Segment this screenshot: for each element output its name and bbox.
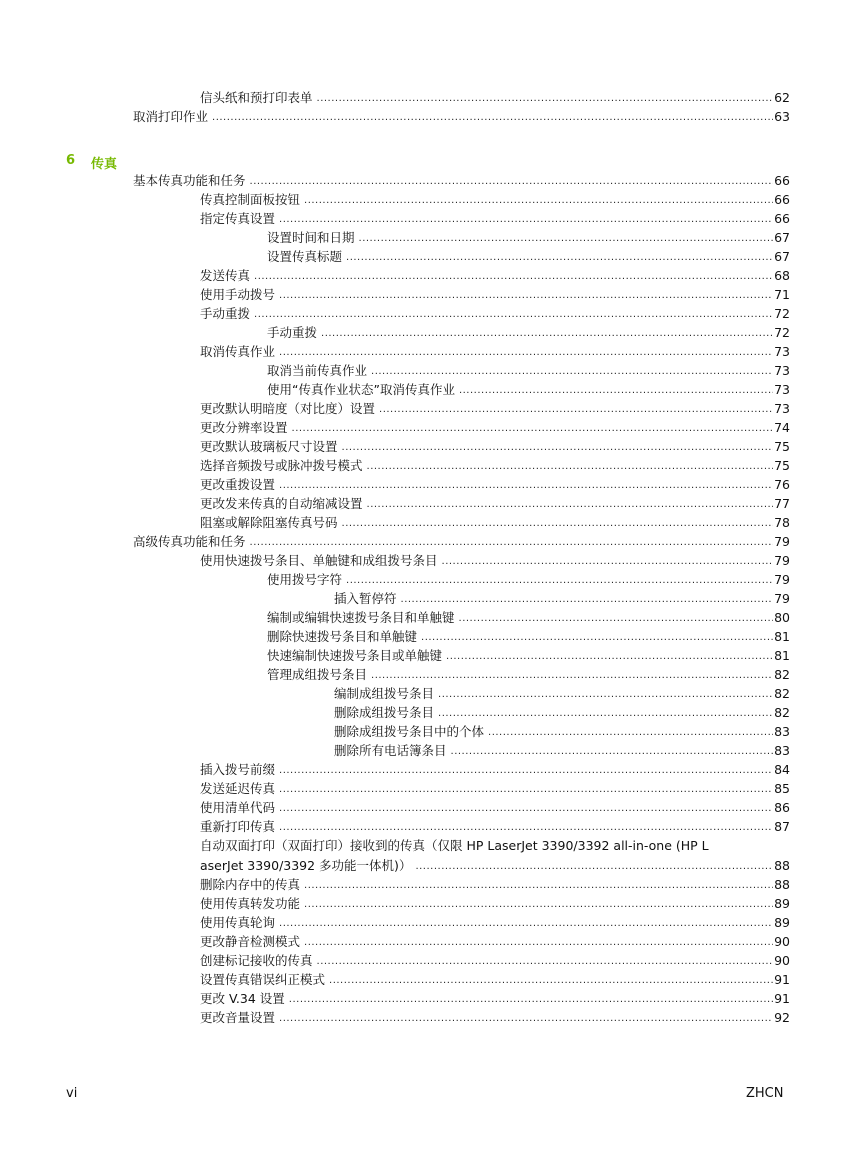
- toc-entry[interactable]: [200, 912, 790, 931]
- dot-leader: [367, 460, 774, 474]
- toc-entry[interactable]: [200, 303, 790, 322]
- toc-entry-page: 84: [774, 762, 790, 777]
- toc-entry[interactable]: [267, 360, 790, 379]
- toc-entry-title: 使用传真转发功能: [200, 896, 301, 911]
- toc-entry-page: 72: [774, 306, 790, 321]
- toc-entry[interactable]: [200, 398, 790, 417]
- dot-leader: [254, 270, 773, 284]
- toc-entry-title: 删除内存中的传真: [200, 877, 301, 892]
- toc-entry[interactable]: [334, 740, 790, 759]
- toc-entry-title: 创建标记接收的传真: [200, 953, 313, 968]
- toc-entry[interactable]: [200, 436, 790, 455]
- toc-entry-title: 快速编制快速拨号条目或单触键: [267, 648, 443, 663]
- toc-entry-title: 指定传真设置: [200, 211, 276, 226]
- toc-entry-page: 82: [774, 705, 790, 720]
- toc-entry-title: 重新打印传真: [200, 819, 276, 834]
- toc-entry-title: 取消传真作业: [200, 344, 276, 359]
- toc-entry-page: 91: [774, 991, 790, 1006]
- dot-leader: [254, 308, 773, 322]
- dot-leader: [488, 726, 773, 740]
- chapter-number: 6: [66, 153, 76, 168]
- toc-entry-page: 81: [774, 629, 790, 644]
- toc-entry-title: 删除成组拨号条目中的个体: [334, 724, 485, 739]
- toc-entry-title: 选择音频拨号或脉冲拨号模式: [200, 458, 363, 473]
- toc-entry-page: 87: [774, 819, 790, 834]
- toc-entry[interactable]: [200, 759, 790, 778]
- toc-entry[interactable]: [200, 874, 790, 893]
- toc-entry[interactable]: [267, 645, 790, 664]
- toc-entry[interactable]: [200, 1007, 790, 1026]
- toc-entry[interactable]: [200, 931, 790, 950]
- toc-entry-page: 66: [774, 192, 790, 207]
- dot-leader: [459, 612, 774, 626]
- chapter-title: 传真: [91, 157, 118, 172]
- toc-entry[interactable]: [200, 493, 790, 512]
- toc-entry-page: 82: [774, 667, 790, 682]
- toc-entry[interactable]: [267, 246, 790, 265]
- dot-leader: [359, 232, 774, 246]
- dot-leader: [415, 860, 773, 874]
- toc-entry-page: 78: [774, 515, 790, 530]
- dot-leader: [304, 194, 773, 208]
- dot-leader: [279, 1012, 773, 1026]
- toc-entry[interactable]: [200, 816, 790, 835]
- dot-leader: [279, 917, 773, 931]
- toc-entry-page: 86: [774, 800, 790, 815]
- footer-locale: ZHCN: [746, 1086, 784, 1101]
- dot-leader: [279, 289, 773, 303]
- dot-leader: [446, 650, 773, 664]
- dot-leader: [451, 745, 774, 759]
- toc-entry-page: 81: [774, 648, 790, 663]
- toc-entry[interactable]: [200, 969, 790, 988]
- toc-entry[interactable]: [267, 607, 790, 626]
- toc-entry-page: 72: [774, 325, 790, 340]
- toc-entry-title: 更改默认玻璃板尺寸设置: [200, 439, 338, 454]
- toc-entry-page: 88: [774, 877, 790, 892]
- toc-entry-title-line2: aserJet 3390/3392 多功能一体机)）: [200, 858, 412, 873]
- toc-entry[interactable]: [267, 322, 790, 341]
- toc-entry[interactable]: [334, 683, 790, 702]
- toc-entry-title: 编制或编辑快速拨号条目和单触键: [267, 610, 455, 625]
- toc-entry[interactable]: [200, 284, 790, 303]
- toc-entry[interactable]: [267, 227, 790, 246]
- dot-leader: [371, 669, 773, 683]
- toc-entry-page: 63: [774, 109, 790, 124]
- toc-entry-title: 使用快速拨号条目、单触键和成组拨号条目: [200, 553, 438, 568]
- toc-entry-page: 90: [774, 934, 790, 949]
- dot-leader: [289, 993, 773, 1007]
- toc-entry-page: 68: [774, 268, 790, 283]
- toc-entry[interactable]: [200, 893, 790, 912]
- toc-entry[interactable]: [200, 208, 790, 227]
- dot-leader: [421, 631, 773, 645]
- dot-leader: [367, 498, 774, 512]
- dot-leader: [371, 365, 773, 379]
- toc-entry-page: 89: [774, 896, 790, 911]
- toc-entry[interactable]: [200, 265, 790, 284]
- dot-leader: [346, 574, 773, 588]
- toc-entry-page: 74: [774, 420, 790, 435]
- dot-leader: [279, 783, 773, 797]
- toc-entry-title: 使用手动拨号: [200, 287, 276, 302]
- toc-entry-page: 88: [774, 858, 790, 873]
- toc-entry[interactable]: [133, 531, 790, 550]
- toc-entry[interactable]: [200, 797, 790, 816]
- toc-entry-page: 91: [774, 972, 790, 987]
- dot-leader: [401, 593, 774, 607]
- toc-entry-page: 71: [774, 287, 790, 302]
- dot-leader: [442, 555, 774, 569]
- toc-entry-title: 编制成组拨号条目: [334, 686, 435, 701]
- toc-entry[interactable]: [267, 569, 790, 588]
- dot-leader: [304, 879, 773, 893]
- toc-entry-page: 80: [774, 610, 790, 625]
- toc-entry-page: 92: [774, 1010, 790, 1025]
- dot-leader: [321, 327, 773, 341]
- toc-entry-page: 79: [774, 553, 790, 568]
- footer-page-number: vi: [66, 1086, 78, 1101]
- toc-entry-title: 阻塞或解除阻塞传真号码: [200, 515, 338, 530]
- toc-entry-title: 设置时间和日期: [267, 230, 355, 245]
- toc-entry[interactable]: [200, 778, 790, 797]
- toc-entry-title: 信头纸和预打印表单: [200, 90, 313, 105]
- dot-leader: [250, 536, 774, 550]
- toc-entry-title: 取消当前传真作业: [267, 363, 368, 378]
- toc-entry-page: 79: [774, 534, 790, 549]
- toc-entry-page: 67: [774, 230, 790, 245]
- toc-entry-page: 83: [774, 724, 790, 739]
- toc-entry[interactable]: [267, 664, 790, 683]
- dot-leader: [279, 821, 773, 835]
- dot-leader: [279, 764, 773, 778]
- toc-entry[interactable]: [200, 474, 790, 493]
- toc-entry-title: 更改 V.34 设置: [200, 991, 285, 1006]
- dot-leader: [342, 517, 774, 531]
- dot-leader: [279, 213, 773, 227]
- toc-entry-title: 设置传真标题: [267, 249, 343, 264]
- toc-entry-title: 更改默认明暗度（对比度）设置: [200, 401, 376, 416]
- dot-leader: [304, 898, 773, 912]
- toc-entry[interactable]: [200, 550, 790, 569]
- toc-entry-page: 77: [774, 496, 790, 511]
- toc-entry-title: 发送延迟传真: [200, 781, 276, 796]
- toc-entry[interactable]: [200, 87, 790, 106]
- dot-leader: [346, 251, 773, 265]
- toc-entry-page: 82: [774, 686, 790, 701]
- toc-entry-page: 66: [774, 211, 790, 226]
- toc-entry-title: 使用清单代码: [200, 800, 276, 815]
- toc-entry-page: 79: [774, 591, 790, 606]
- toc-entry-title: 发送传真: [200, 268, 251, 283]
- toc-entry-page: 90: [774, 953, 790, 968]
- toc-entry-page: 73: [774, 344, 790, 359]
- toc-entry-title: 更改重拨设置: [200, 477, 276, 492]
- toc-entry-page: 79: [774, 572, 790, 587]
- toc-entry-page: 62: [774, 90, 790, 105]
- toc-entry-page: 83: [774, 743, 790, 758]
- toc-entry-title: 使用拨号字符: [267, 572, 343, 587]
- toc-entry-title: 手动重拨: [267, 325, 318, 340]
- dot-leader: [292, 422, 774, 436]
- toc-entry-page: 76: [774, 477, 790, 492]
- toc-entry[interactable]: [267, 379, 790, 398]
- toc-entry-title: 高级传真功能和任务: [133, 534, 246, 549]
- toc-entry[interactable]: [200, 455, 790, 474]
- dot-leader: [379, 403, 773, 417]
- toc-entry-title: 更改分辨率设置: [200, 420, 288, 435]
- dot-leader: [438, 707, 773, 721]
- toc-entry-title: 基本传真功能和任务: [133, 173, 246, 188]
- toc-entry-title: 删除成组拨号条目: [334, 705, 435, 720]
- toc-entry-title: 更改发来传真的自动缩减设置: [200, 496, 363, 511]
- toc-entry[interactable]: [267, 626, 790, 645]
- toc-entry[interactable]: [133, 170, 790, 189]
- toc-entry-title-line1[interactable]: 自动双面打印（双面打印）接收到的传真（仅限 HP LaserJet 3390/3392 all-in-one (HP L: [200, 838, 709, 853]
- toc-entry-title: 删除所有电话簿条目: [334, 743, 447, 758]
- toc-entry-title: 管理成组拨号条目: [267, 667, 368, 682]
- toc-entry-title: 删除快速拨号条目和单触键: [267, 629, 418, 644]
- toc-entry[interactable]: [334, 721, 790, 740]
- toc-entry[interactable]: [200, 988, 790, 1007]
- dot-leader: [304, 936, 773, 950]
- toc-entry-title: 更改音量设置: [200, 1010, 276, 1025]
- dot-leader: [279, 346, 773, 360]
- toc-entry-title: 使用“传真作业状态”取消传真作业: [267, 382, 455, 397]
- toc-entry-title: 取消打印作业: [133, 109, 209, 124]
- toc-entry-title: 插入拨号前缀: [200, 762, 276, 777]
- toc-entry-page: 89: [774, 915, 790, 930]
- toc-entry-title: 更改静音检测模式: [200, 934, 301, 949]
- dot-leader: [438, 688, 773, 702]
- dot-leader: [279, 802, 773, 816]
- toc-entry-page: 73: [774, 401, 790, 416]
- dot-leader: [279, 479, 773, 493]
- dot-leader: [329, 974, 773, 988]
- toc-entry-title: 使用传真轮询: [200, 915, 276, 930]
- toc-entry-title: 插入暂停符: [334, 591, 397, 606]
- toc-entry-page: 75: [774, 439, 790, 454]
- chapter-heading[interactable]: [66, 153, 117, 172]
- toc-entry[interactable]: [200, 341, 790, 360]
- toc-entry-page: 66: [774, 173, 790, 188]
- dot-leader: [317, 92, 774, 106]
- toc-entry-page: 75: [774, 458, 790, 473]
- dot-leader: [250, 175, 774, 189]
- toc-entry[interactable]: [133, 106, 790, 125]
- toc-entry-page: 73: [774, 363, 790, 378]
- toc-entry[interactable]: [200, 417, 790, 436]
- toc-entry[interactable]: [200, 855, 790, 874]
- dot-leader: [459, 384, 773, 398]
- toc-entry[interactable]: [200, 950, 790, 969]
- toc-entry-title: 设置传真错误纠正模式: [200, 972, 326, 987]
- dot-leader: [342, 441, 774, 455]
- toc-entry[interactable]: [334, 702, 790, 721]
- toc-entry[interactable]: [200, 189, 790, 208]
- toc-entry-page: 73: [774, 382, 790, 397]
- toc-entry-title: 手动重拨: [200, 306, 251, 321]
- dot-leader: [212, 111, 773, 125]
- toc-entry-page: 67: [774, 249, 790, 264]
- toc-entry[interactable]: [200, 512, 790, 531]
- toc-entry[interactable]: [334, 588, 790, 607]
- dot-leader: [317, 955, 774, 969]
- toc-entry-title: 传真控制面板按钮: [200, 192, 301, 207]
- toc-entry-page: 85: [774, 781, 790, 796]
